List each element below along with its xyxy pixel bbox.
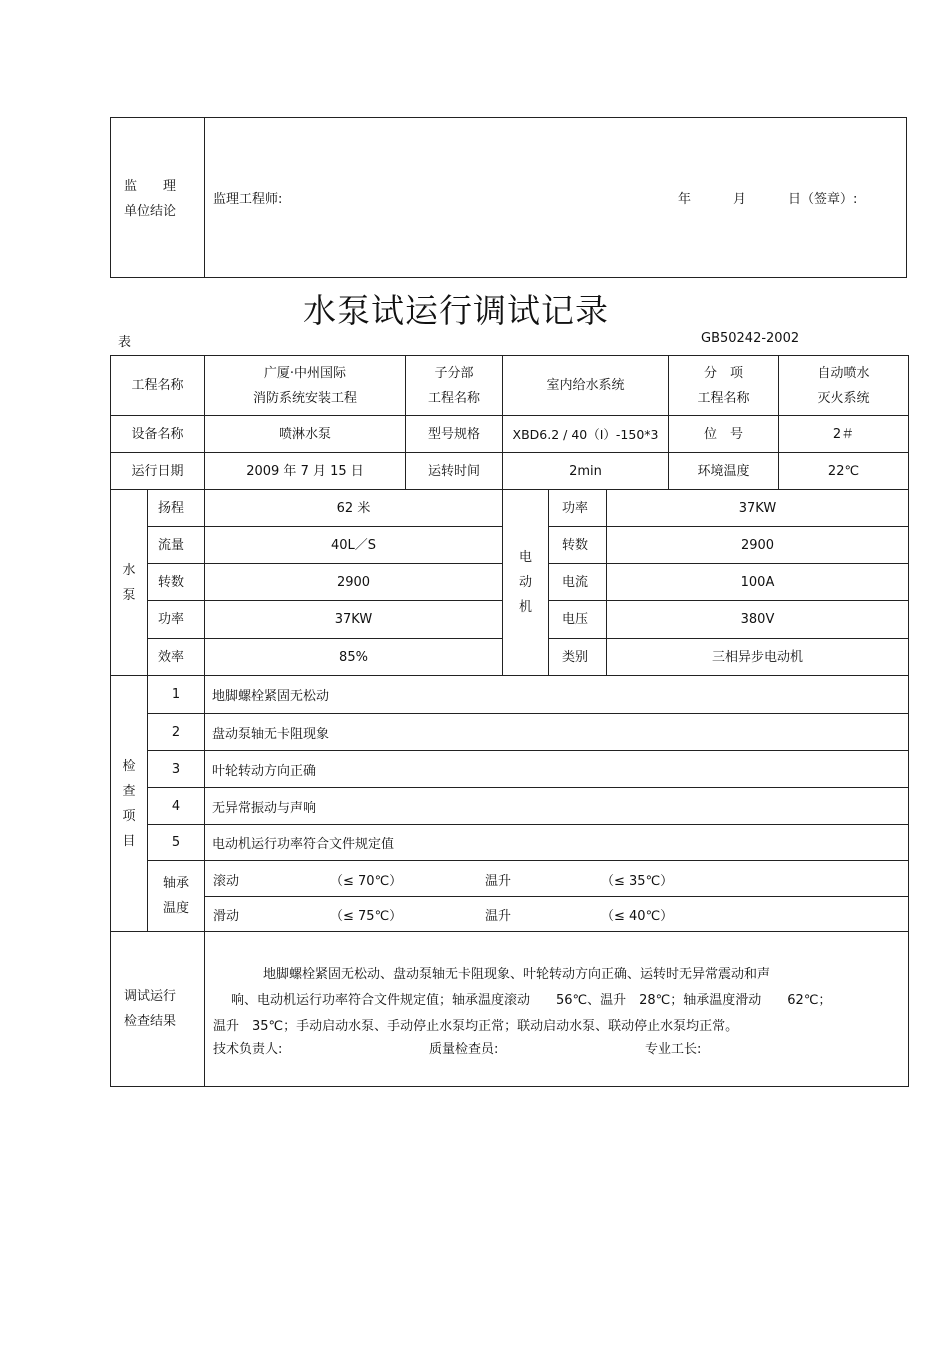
- run-date-label: 运行日期: [110, 452, 205, 490]
- result-content-cell: [204, 931, 909, 1087]
- run-time-value: 2min: [502, 452, 669, 490]
- supervision-label-line2: 单位结论: [124, 204, 177, 219]
- inspection-item-text: 叶轮转动方向正确: [204, 750, 909, 788]
- motor-param-label: 功率: [548, 489, 607, 527]
- inspection-group-label: 检 查 项 目: [110, 675, 148, 932]
- bearing-row-sliding: [204, 896, 909, 932]
- inspection-item-text: 地脚螺栓紧固无松动: [204, 675, 909, 714]
- result-line-2: 响、电动机运行功率符合文件规定值；轴承温度滚动 56℃、温升 28℃；轴承温度滑动 62℃；: [231, 993, 832, 1008]
- foreman-label: 专业工长:: [645, 1042, 702, 1057]
- motor-group-label: 电 动 机: [502, 489, 549, 676]
- inspection-item-number: 1: [147, 675, 205, 714]
- pump-param-value: 37KW: [204, 600, 503, 639]
- pump-param-value: 62 米: [204, 489, 503, 527]
- inspection-item-number: 2: [147, 713, 205, 751]
- result-label-line1: 调试运行: [124, 989, 177, 1004]
- pump-param-value: 2900: [204, 563, 503, 601]
- pump-param-value: 40L／S: [204, 526, 503, 564]
- pump-param-label: 功率: [147, 600, 205, 639]
- env-temp-value: 22℃: [778, 452, 909, 490]
- inspection-item-number: 5: [147, 824, 205, 861]
- standard-code: GB50242-2002: [701, 331, 800, 346]
- bearing-type: 滚动: [213, 874, 240, 889]
- bearing-rise-limit: （≤ 35℃）: [601, 874, 674, 889]
- equipment-name-label: 设备名称: [110, 415, 205, 453]
- bearing-temp-label: 轴承 温度: [147, 860, 205, 932]
- run-date-value: 2009 年 7 月 15 日: [204, 452, 406, 490]
- bearing-rise-label: 温升: [485, 874, 512, 889]
- pump-param-label: 流量: [147, 526, 205, 564]
- tech-lead-label: 技术负责人:: [213, 1042, 283, 1057]
- bearing-row-rolling: [204, 860, 909, 897]
- motor-param-value: 100A: [606, 563, 909, 601]
- motor-param-label: 电流: [548, 563, 607, 601]
- supervision-year-label: 年: [678, 192, 692, 207]
- supervision-engineer-label: 监理工程师:: [213, 192, 283, 207]
- supervision-label-line1: 监 理: [124, 179, 177, 194]
- subsection-label: 子分部 工程名称: [405, 355, 503, 416]
- model-label: 型号规格: [405, 415, 503, 453]
- pump-param-label: 扬程: [147, 489, 205, 527]
- position-value: 2＃: [778, 415, 909, 453]
- project-name-label: 工程名称: [110, 355, 205, 416]
- pump-param-value: 85%: [204, 638, 503, 676]
- inspection-item-text: 无异常振动与声响: [204, 787, 909, 825]
- pump-group-label: 水 泵: [110, 489, 148, 676]
- bearing-type: 滑动: [213, 909, 240, 924]
- item-value: 自动喷水 灭火系统: [778, 355, 909, 416]
- inspection-item-text: 盘动泵轴无卡阻现象: [204, 713, 909, 751]
- inspection-item-text: 电动机运行功率符合文件规定值: [204, 824, 909, 861]
- inspection-item-number: 3: [147, 750, 205, 788]
- result-label-cell: [110, 931, 205, 1087]
- motor-param-label: 类别: [548, 638, 607, 676]
- bearing-limit: （≤ 75℃）: [330, 909, 403, 924]
- supervision-day-sign-label: 日（签章）:: [788, 192, 858, 207]
- run-time-label: 运转时间: [405, 452, 503, 490]
- supervision-label-cell: [110, 117, 205, 278]
- bearing-rise-label: 温升: [485, 909, 512, 924]
- result-label-line2: 检查结果: [124, 1014, 177, 1029]
- result-line-1: 地脚螺栓紧固无松动、盘动泵轴无卡阻现象、叶轮转动方向正确、运转时无异常震动和声: [263, 967, 771, 982]
- motor-param-label: 转数: [548, 526, 607, 564]
- subsection-value: 室内给水系统: [502, 355, 669, 416]
- result-line-3: 温升 35℃；手动启动水泵、手动停止水泵均正常；联动启动水泵、联动停止水泵均正常。: [213, 1019, 739, 1034]
- project-name-value: 广厦·中州国际 消防系统安装工程: [204, 355, 406, 416]
- supervision-content-cell: [204, 117, 907, 278]
- motor-param-value: 2900: [606, 526, 909, 564]
- item-label: 分 项 工程名称: [668, 355, 779, 416]
- model-value: XBD6.2 / 40（Ⅰ）-150*3: [502, 415, 669, 453]
- inspection-item-number: 4: [147, 787, 205, 825]
- table-prefix: 表: [118, 335, 132, 350]
- quality-inspector-label: 质量检查员:: [429, 1042, 499, 1057]
- motor-param-value: 三相异步电动机: [606, 638, 909, 676]
- pump-param-label: 效率: [147, 638, 205, 676]
- equipment-name-value: 喷淋水泵: [204, 415, 406, 453]
- env-temp-label: 环境温度: [668, 452, 779, 490]
- bearing-limit: （≤ 70℃）: [330, 874, 403, 889]
- supervision-month-label: 月: [733, 192, 747, 207]
- page-title: 水泵试运行调试记录: [303, 291, 609, 330]
- position-label: 位 号: [668, 415, 779, 453]
- pump-param-label: 转数: [147, 563, 205, 601]
- motor-param-value: 37KW: [606, 489, 909, 527]
- motor-param-value: 380V: [606, 600, 909, 639]
- motor-param-label: 电压: [548, 600, 607, 639]
- bearing-rise-limit: （≤ 40℃）: [601, 909, 674, 924]
